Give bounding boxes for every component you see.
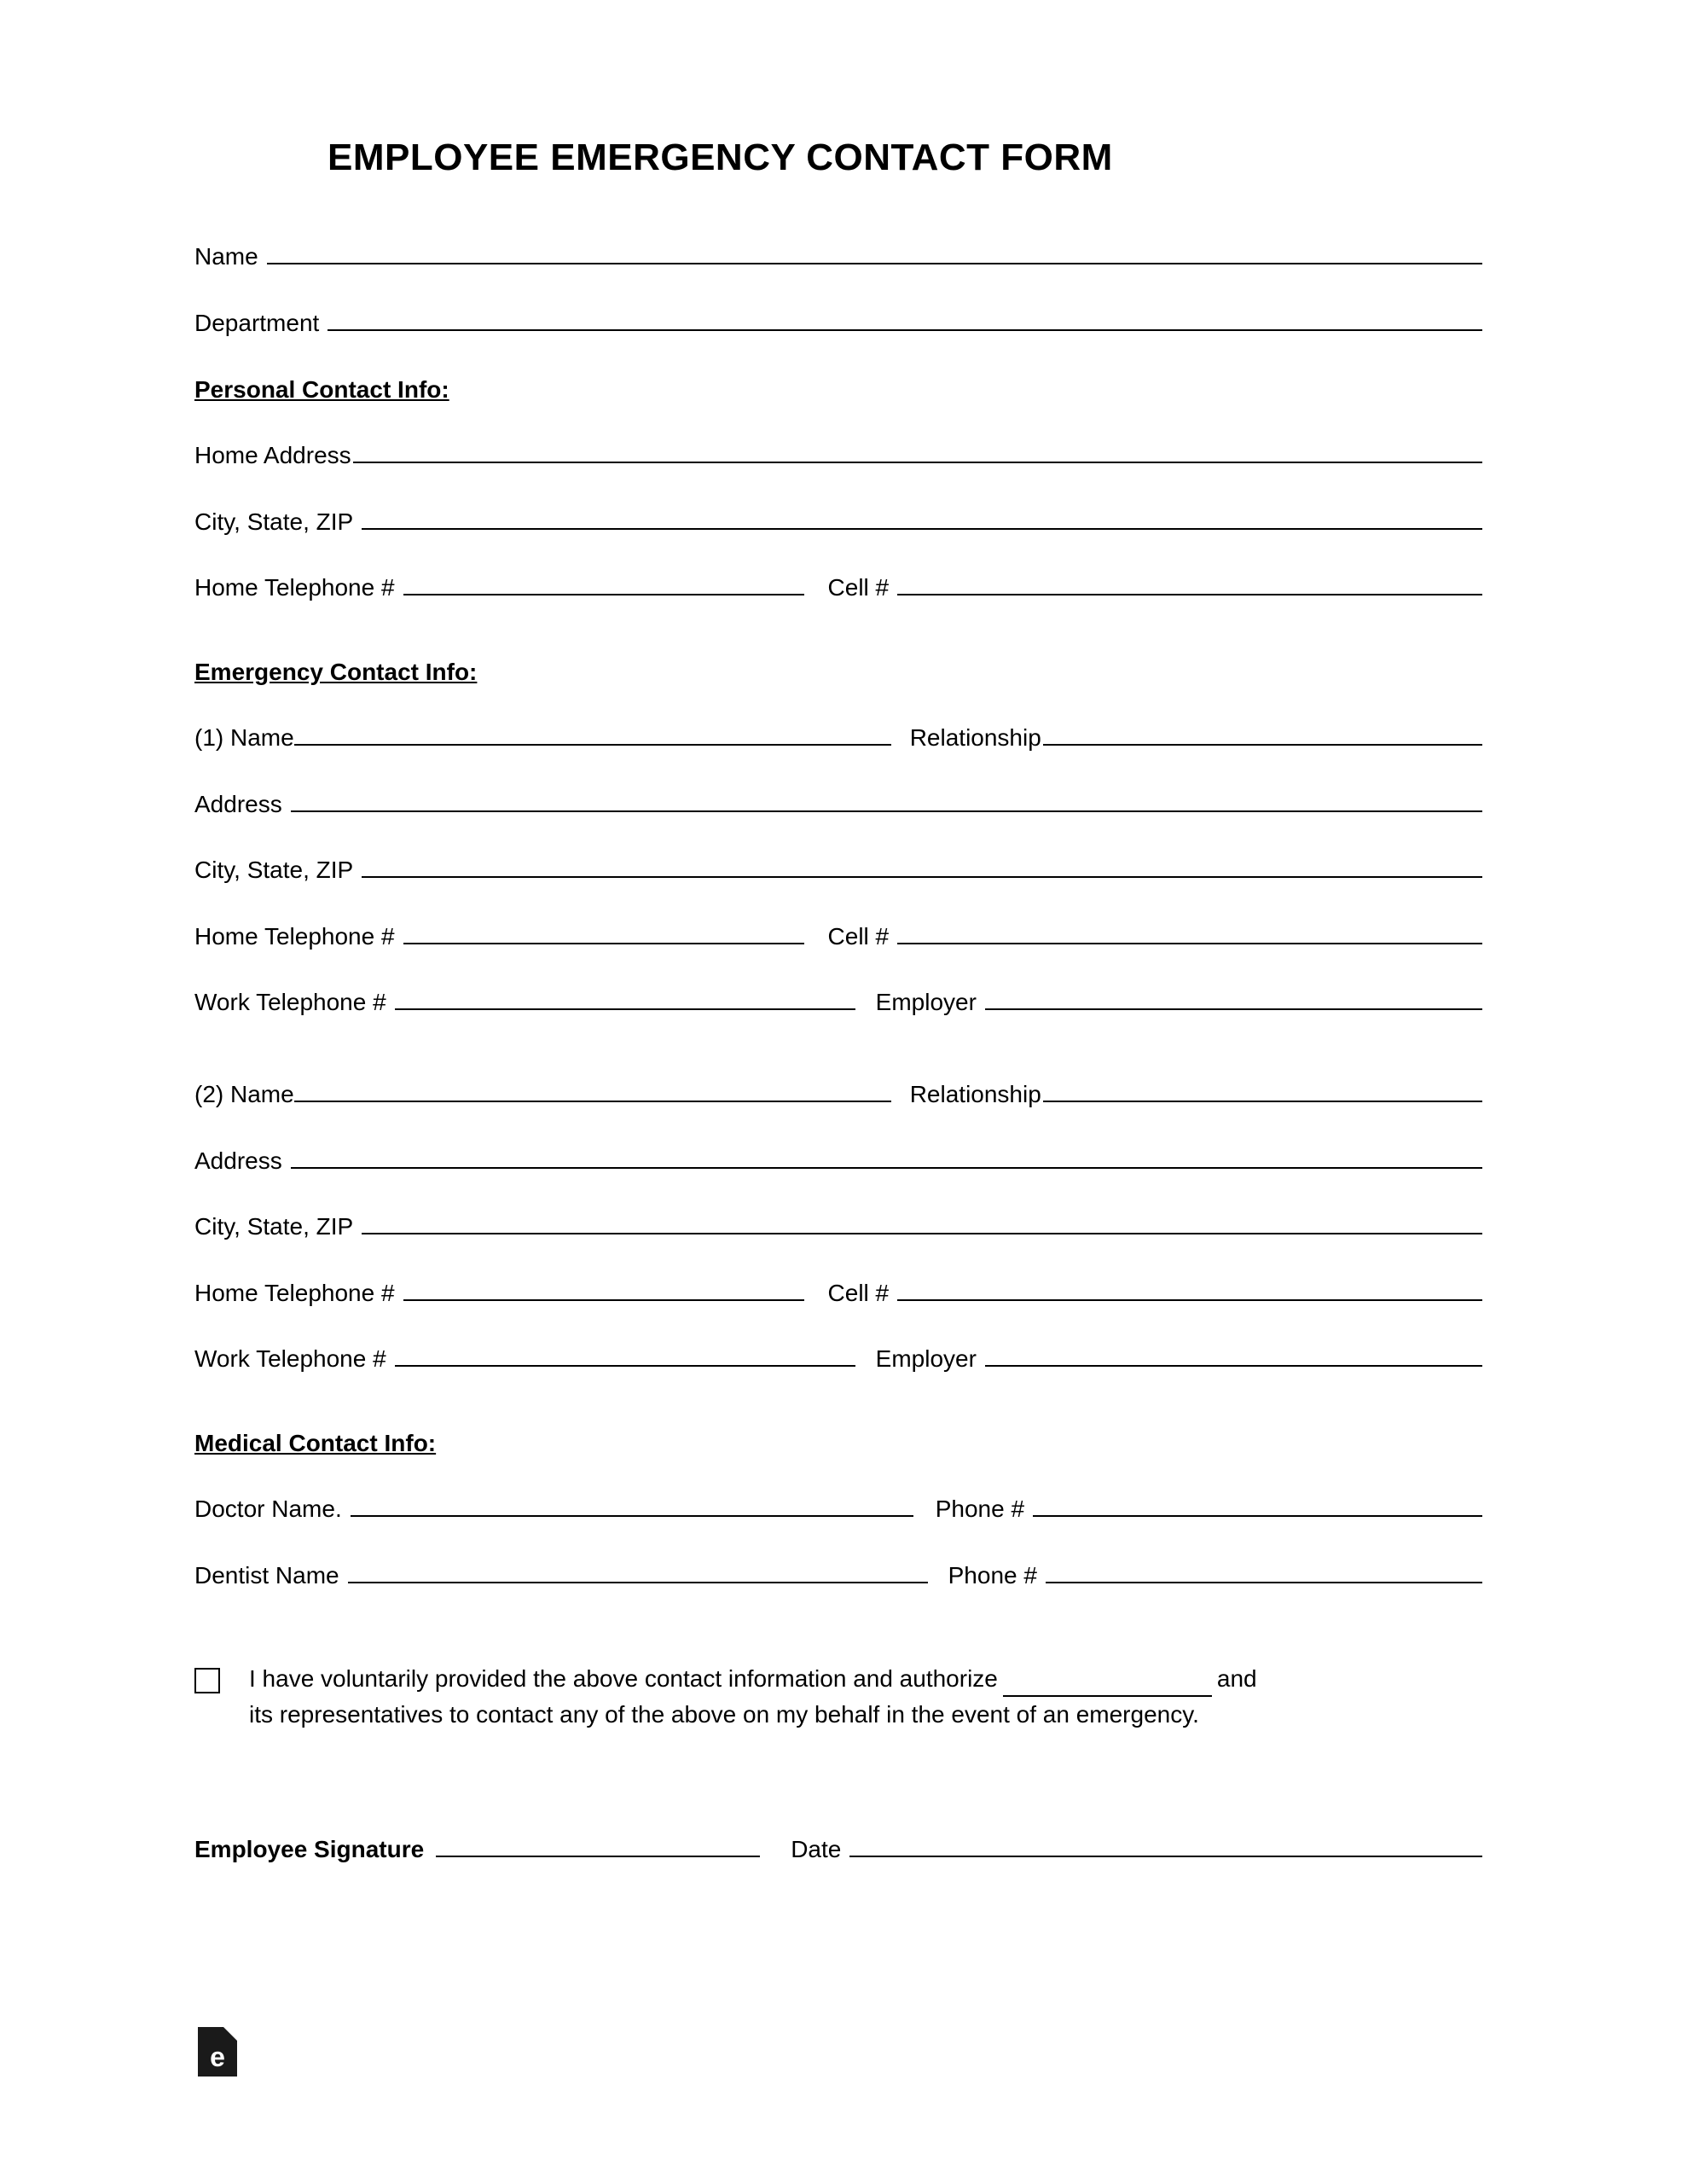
spacer xyxy=(194,470,1482,508)
spacer xyxy=(194,1589,1482,1653)
spacer xyxy=(194,1457,1482,1495)
input-contact2-cell[interactable] xyxy=(897,1279,1482,1301)
input-doctor-phone[interactable] xyxy=(1033,1495,1482,1517)
label-contact1-relationship: Relationship xyxy=(909,723,1041,751)
label-date: Date xyxy=(791,1836,842,1863)
spacer xyxy=(194,1307,1482,1345)
label-contact1-name: (1) Name xyxy=(194,723,294,751)
label-home-telephone: Home Telephone # xyxy=(194,574,395,601)
field-row-doctor xyxy=(194,1495,1482,1524)
input-contact1-work-telephone[interactable] xyxy=(395,988,855,1010)
field-row-contact1-home-telephone xyxy=(194,922,1482,951)
input-department[interactable] xyxy=(328,309,1482,331)
input-authorized-party[interactable] xyxy=(1003,1676,1212,1697)
page-title: EMPLOYEE EMERGENCY CONTACT FORM xyxy=(328,136,1113,178)
input-home-telephone[interactable] xyxy=(403,573,804,595)
field-row-contact2-city xyxy=(194,1212,1482,1241)
field-row-home-address xyxy=(194,441,1482,470)
input-dentist-phone[interactable] xyxy=(1046,1561,1482,1583)
spacer xyxy=(194,1175,1482,1212)
field-row-contact1-name xyxy=(194,723,1482,752)
label-contact1-cell: Cell # xyxy=(827,922,890,950)
section-heading-medical-contact: Medical Contact Info: xyxy=(194,1429,437,1456)
field-row-contact1-work-telephone xyxy=(194,988,1482,1017)
spacer xyxy=(194,818,1482,856)
spacer xyxy=(194,179,1482,242)
input-cell[interactable] xyxy=(897,573,1482,595)
input-contact1-employer[interactable] xyxy=(985,988,1482,1010)
input-contact2-city[interactable] xyxy=(362,1212,1482,1234)
field-row-home-telephone xyxy=(194,573,1482,602)
spacer xyxy=(194,404,1482,441)
consent-checkbox[interactable] xyxy=(194,1668,220,1693)
signature-row xyxy=(194,1835,1482,1863)
input-contact1-name[interactable] xyxy=(294,723,891,746)
input-city-state-zip[interactable] xyxy=(362,508,1482,530)
spacer xyxy=(194,1109,1482,1147)
input-home-address[interactable] xyxy=(353,441,1482,463)
label-contact2-home-telephone: Home Telephone # xyxy=(194,1279,395,1306)
label-home-address: Home Address xyxy=(194,442,351,469)
input-contact1-cell[interactable] xyxy=(897,922,1482,944)
spacer xyxy=(194,271,1482,309)
label-dentist-phone: Phone # xyxy=(948,1561,1037,1589)
label-cell: Cell # xyxy=(827,574,890,601)
input-contact2-relationship[interactable] xyxy=(1043,1080,1482,1102)
eforms-logo-icon xyxy=(198,2027,237,2077)
label-name: Name xyxy=(194,243,258,270)
label-department: Department xyxy=(194,309,320,336)
input-contact1-home-telephone[interactable] xyxy=(403,922,804,944)
label-contact2-work-telephone: Work Telephone # xyxy=(194,1345,386,1373)
input-contact2-employer[interactable] xyxy=(985,1345,1482,1367)
spacer xyxy=(194,885,1482,922)
label-employee-signature: Employee Signature xyxy=(194,1836,425,1863)
label-contact2-employer: Employer xyxy=(875,1345,977,1373)
field-row-contact1-address xyxy=(194,790,1482,819)
section-heading-emergency-contact: Emergency Contact Info: xyxy=(194,658,478,685)
form-body xyxy=(194,111,1482,1863)
field-row-city-state-zip xyxy=(194,508,1482,537)
spacer xyxy=(194,1241,1482,1279)
label-contact2-cell: Cell # xyxy=(827,1279,890,1306)
svg-text:e: e xyxy=(210,2042,225,2072)
label-doctor-name: Doctor Name. xyxy=(194,1495,342,1522)
field-row-name xyxy=(194,242,1482,271)
spacer xyxy=(194,686,1482,723)
label-contact2-relationship: Relationship xyxy=(909,1080,1041,1107)
input-contact1-address[interactable] xyxy=(291,790,1482,812)
input-doctor-name[interactable] xyxy=(351,1495,913,1517)
field-row-contact1-city xyxy=(194,856,1482,885)
input-date[interactable] xyxy=(849,1835,1482,1857)
spacer xyxy=(194,752,1482,790)
field-row-contact2-home-telephone xyxy=(194,1279,1482,1308)
input-employee-signature[interactable] xyxy=(436,1835,760,1857)
spacer xyxy=(194,536,1482,573)
field-row-contact2-name xyxy=(194,1080,1482,1109)
label-contact1-address: Address xyxy=(194,790,282,817)
input-dentist-name[interactable] xyxy=(348,1561,928,1583)
consent-text-middle: and xyxy=(1216,1665,1257,1693)
spacer xyxy=(194,950,1482,988)
input-name[interactable] xyxy=(267,242,1482,264)
spacer xyxy=(194,1524,1482,1561)
spacer xyxy=(194,1017,1482,1080)
input-contact2-home-telephone[interactable] xyxy=(403,1279,804,1301)
field-row-department xyxy=(194,309,1482,338)
input-contact2-name[interactable] xyxy=(294,1080,891,1102)
input-contact2-work-telephone[interactable] xyxy=(395,1345,855,1367)
label-doctor-phone: Phone # xyxy=(935,1495,1025,1522)
field-row-contact2-work-telephone xyxy=(194,1345,1482,1374)
field-row-contact2-address xyxy=(194,1147,1482,1176)
input-contact2-address[interactable] xyxy=(291,1147,1482,1169)
label-contact2-city: City, State, ZIP xyxy=(194,1213,354,1240)
label-contact2-address: Address xyxy=(194,1147,282,1174)
input-contact1-city[interactable] xyxy=(362,856,1482,878)
consent-row xyxy=(194,1661,1482,1733)
label-contact1-city: City, State, ZIP xyxy=(194,857,354,884)
consent-text-before: I have voluntarily provided the above contact information and authorize xyxy=(249,1665,998,1693)
label-contact1-home-telephone: Home Telephone # xyxy=(194,922,395,950)
field-row-dentist xyxy=(194,1561,1482,1590)
input-contact1-relationship[interactable] xyxy=(1043,723,1482,746)
label-contact1-employer: Employer xyxy=(875,989,977,1016)
label-contact1-work-telephone: Work Telephone # xyxy=(194,989,386,1016)
consent-text xyxy=(249,1661,1257,1733)
label-city-state-zip: City, State, ZIP xyxy=(194,508,354,535)
section-heading-personal-contact: Personal Contact Info: xyxy=(194,376,449,404)
consent-text-after: its representatives to contact any of the above on my behalf in the event of an emergency. xyxy=(249,1701,1199,1728)
label-contact2-name: (2) Name xyxy=(194,1080,294,1107)
label-dentist-name: Dentist Name xyxy=(194,1561,339,1589)
